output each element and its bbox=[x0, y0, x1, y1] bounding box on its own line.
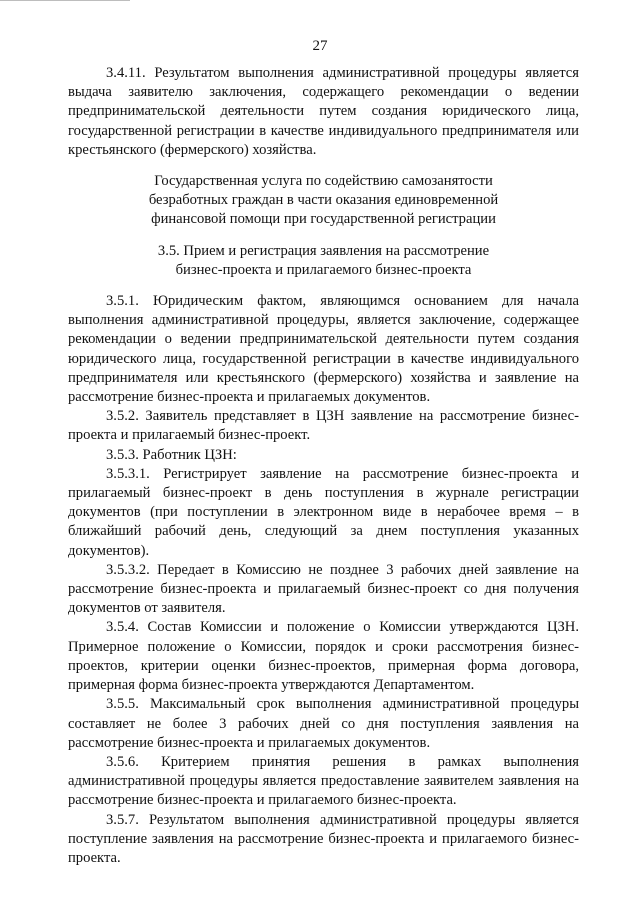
paragraph-3-5-3: 3.5.3. Работник ЦЗН: bbox=[106, 446, 237, 463]
paragraph-3-5-3-1: 3.5.3.1. Регистрирует заявление на рассмотрение бизнес-проекта и прилагаемый бизнес-проект в день поступления в журнале регистрации документов (при поступлении в электронном виде в нерабочее время – в ближайший рабочий день, следующий за днем поступления указанных документов). bbox=[68, 465, 579, 559]
paragraph-3-5-1: 3.5.1. Юридическим фактом, являющимся основанием для начала выполнения административной процедуры, является заключение, содержащее рекомендации о ведении предпринимательской деятельности путем создания юридического лица, государственной регистрации в качестве индивидуального предпринимателя или крестьянского (фермерского) хозяйства и заявление на рассмотрение бизнес-проекта и прилагаемых документов. bbox=[68, 293, 579, 406]
paragraph-3-5-6: 3.5.6. Критерием принятия решения в рамках выполнения административной процедуры является предоставление заявителем заявления на рассмотрение бизнес-проекта и прилагаемого бизнес-проекта. bbox=[68, 753, 579, 809]
section-heading-3-5 bbox=[68, 242, 579, 280]
paragraph-3-5-7: 3.5.7. Результатом выполнения административной процедуры является поступление заявления на рассмотрение бизнес-проекта и прилагаемого бизнес-проекта. bbox=[68, 811, 579, 866]
service-title-line: финансовой помощи при государственной регистрации bbox=[151, 211, 496, 228]
service-title-line: безработных граждан в части оказания единовременной bbox=[148, 192, 499, 209]
service-title bbox=[68, 172, 579, 230]
section-heading-line: бизнес-проекта и прилагаемого бизнес-проекта bbox=[175, 261, 472, 278]
paragraph-3-4-11: 3.4.11. Результатом выполнения административной процедуры является выдача заявителю заключения, содержащего рекомендации о ведении предпринимательской деятельности путем создания юридического лица, государственной регистрации в качестве индивидуального предпринимателя или крестьянского (фермерского) хозяйства. bbox=[68, 65, 579, 158]
page-number: 27 bbox=[312, 38, 328, 54]
paragraph-3-5-2: 3.5.2. Заявитель представляет в ЦЗН заявление на рассмотрение бизнес-проекта и прилагаемый бизнес-проект. bbox=[68, 408, 579, 444]
paragraph-3-5-4: 3.5.4. Состав Комиссии и положение о Комиссии утверждаются ЦЗН. Примерное положение о Комиссии, порядок и сроки рассмотрения бизнес-проектов, критерии оценки бизнес-проектов, примерная форма договора, примерная форма бизнес-проекта утверждаются Департаментом. bbox=[68, 619, 579, 694]
paragraph-3-5-5: 3.5.5. Максимальный срок выполнения административной процедуры составляет не более 3 рабочих дней со дня поступления заявления на рассмотрение бизнес-проекта и прилагаемых документов. bbox=[68, 696, 579, 751]
page-content bbox=[68, 64, 579, 868]
section-heading-line: 3.5. Прием и регистрация заявления на рассмотрение bbox=[157, 242, 490, 259]
service-title-line: Государственная услуга по содействию самозанятости bbox=[154, 173, 493, 190]
paragraph-3-5-3-2: 3.5.3.2. Передает в Комиссию не позднее 3 рабочих дней заявление на рассмотрение бизнес-проекта и прилагаемый бизнес-проект со дня получения документов от заявителя. bbox=[68, 561, 579, 617]
scan-edge-mark bbox=[0, 0, 130, 4]
